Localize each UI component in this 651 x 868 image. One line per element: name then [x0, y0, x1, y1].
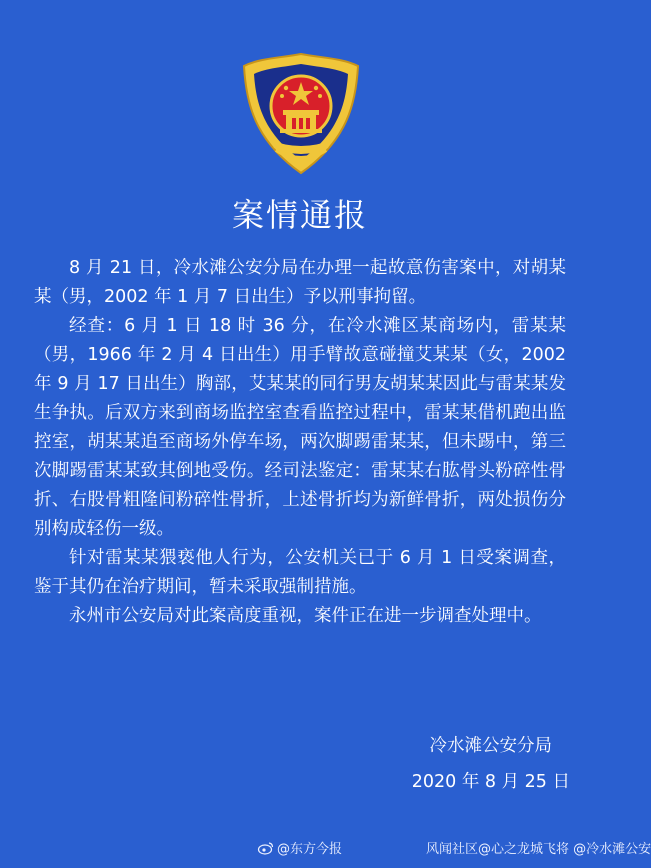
- paragraph: 经查：6 月 1 日 18 时 36 分，在冷水滩区某商场内，雷某某（男，1966 年 2 月 4 日出生）用手臂故意碰撞艾某某（女，2002 年 9 月 17 日出生）胸部，艾某某的同行男友胡某某因此与雷某某发生争执。后双方来到商场监控室查看监控过程中，雷某某借机跑出监控室，胡某某追至商场外停车场，两次脚踢雷某某，但未踢中，第三次脚踢雷某某致其倒地受伤。经司法鉴定：雷某某右肱骨头粉碎性骨折、右股骨粗隆间粉碎性骨折，上述骨折均为新鲜骨折，两处损伤分别构成轻伤一级。: [34, 316, 566, 539]
- paragraph: 永州市公安局对此案高度重视，案件正在进一步调查处理中。: [69, 606, 542, 626]
- watermark-left-text: @东方今报: [277, 842, 343, 857]
- watermark-right: [426, 838, 651, 857]
- paragraph: 针对雷某某猥亵他人行为，公安机关已于 6 月 1 日受案调查，鉴于其仍在治疗期间，暂未采取强制措施。: [34, 548, 566, 597]
- police-emblem-icon: [240, 52, 362, 176]
- watermark-left: [258, 838, 342, 857]
- notice-date: 2020 年 8 月 25 日: [411, 772, 570, 792]
- notice-body: [34, 254, 566, 631]
- weibo-icon: [258, 841, 274, 855]
- paragraph: 8 月 21 日，冷水滩公安分局在办理一起故意伤害案中，对胡某某（男，2002 年 1 月 7 日出生）予以刑事拘留。: [34, 258, 566, 307]
- notice-title: 案情通报: [231, 196, 368, 234]
- watermark-right-text: 风闻社区@心之龙城飞将 @冷水滩公安: [426, 842, 651, 857]
- signature: 冷水滩公安分局: [429, 736, 552, 756]
